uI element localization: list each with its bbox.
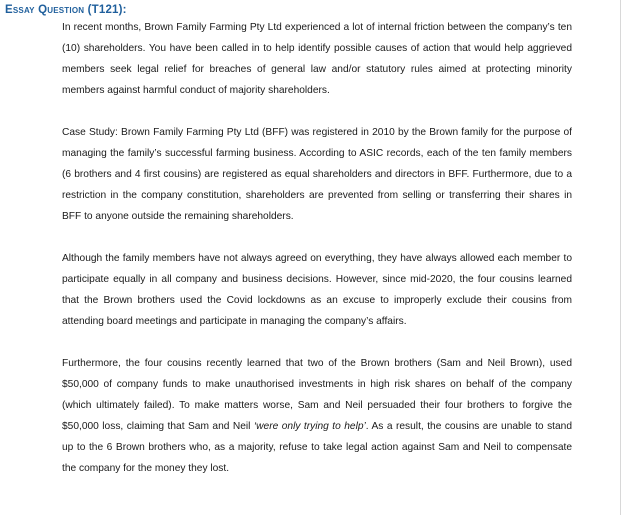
paragraph-intro-text: In recent months, Brown Family Farming Pty Ltd experienced a lot of internal friction between the company’s ten (10) shareholders. You have been called in to help identify possible causes of action that would help aggrieved members seek legal relief for breaches of general law and/or statutory rules aimed at protecting minority members against harmful conduct of majority shareholders. [62,22,572,96]
case-study-body: Brown Family Farming Pty Ltd (BFF) was registered in 2010 by the Brown family for the purpose of managing the family’s successful farming business. According to ASIC records, each of the ten family members (6 brothers and 4 first cousins) are registered as equal shareholders and directors in BFF. Furthermore, due to a restriction in the company constitution, shareholders are prevented from selling or transferring their shares in BFF to anyone outside the remaining shareholders. [62,127,572,222]
paragraph-intro [62,17,572,101]
investments-text-after: . As a result, the cousins are unable to stand up to the 6 Brown brothers who, as a majority, refuse to take legal action against Sam and Neil to compensate the company for the money they lost. [62,421,572,474]
paragraph-investments [62,353,572,479]
paragraph-case-study [62,122,572,227]
investments-text-before: Furthermore, the four cousins recently learned that two of the Brown brothers (Sam and Neil Brown), used $50,000 of company funds to make unauthorised investments in high risk shares on behalf of the company (which ultimately failed). To make matters worse, Sam and Neil persuaded their four brothers to forgive the $50,000 loss, claiming that Sam and Neil [62,358,572,432]
essay-question-heading: Essay Question (T121): [5,4,127,16]
case-study-label: Case Study: [62,127,118,138]
paragraph-investments-text [62,353,572,479]
paragraph-case-study-text [62,122,572,227]
investments-quote: ‘were only trying to help’ [253,421,366,432]
paragraph-exclusion [62,248,572,332]
paragraph-exclusion-text: Although the family members have not always agreed on everything, they have always allowed each member to participate equally in all company and business decisions. However, since mid-2020, the four cousins learned that the Brown brothers used the Covid lockdowns as an excuse to improperly exclude their cousins from attending board meetings and participate in managing the company’s affairs. [62,253,572,327]
essay-body [62,17,572,500]
